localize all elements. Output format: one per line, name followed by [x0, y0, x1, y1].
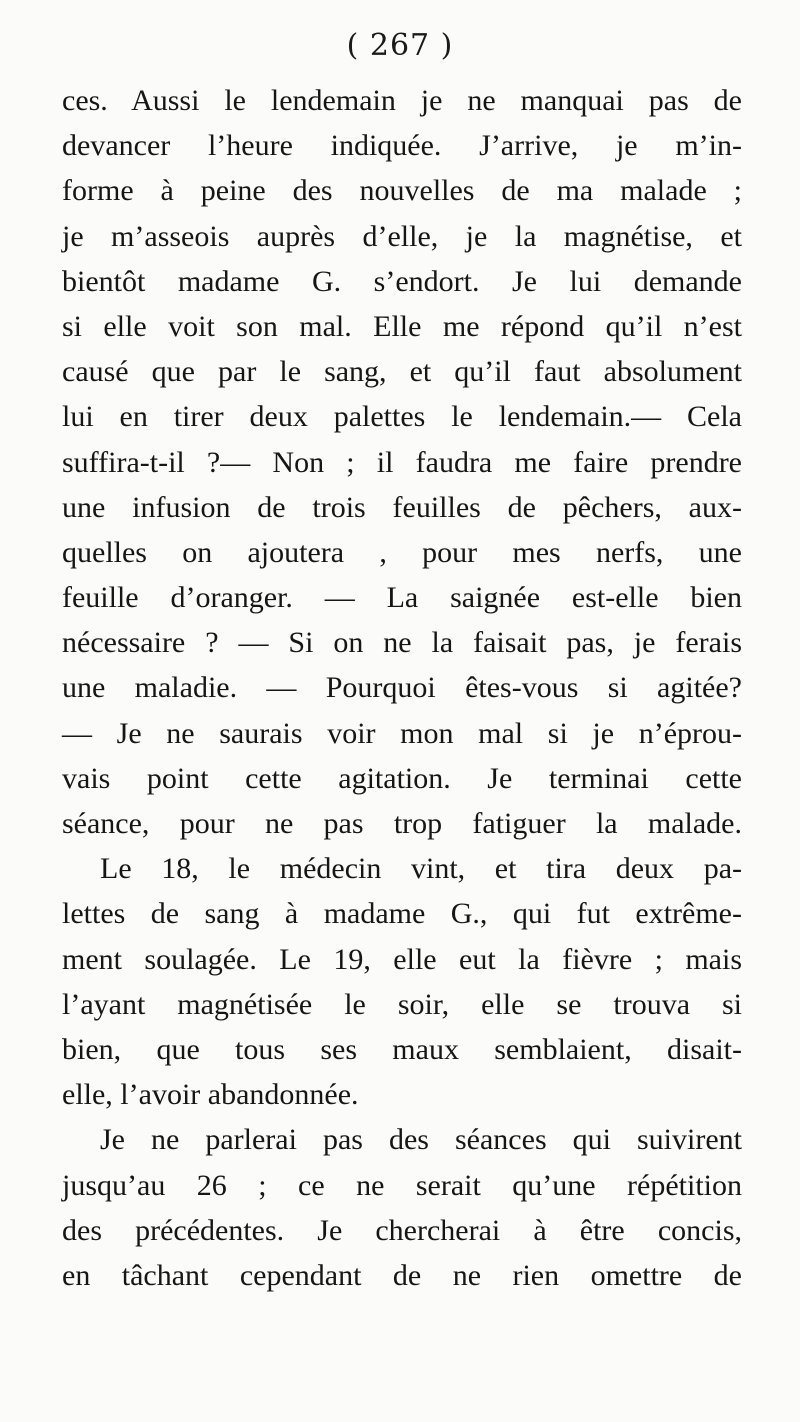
text-line: si elle voit son mal. Elle me répond qu’il n’est	[62, 309, 742, 343]
text-line: en tâchant cependant de ne rien omettre de	[62, 1258, 742, 1292]
text-line: des précédentes. Je chercherai à être concis,	[62, 1213, 742, 1247]
paragraph-start-line: Le 18, le médecin vint, et tira deux pa-	[100, 852, 742, 886]
text-line: lettes de sang à madame G., qui fut extrême-	[62, 897, 742, 931]
text-line: jusqu’au 26 ; ce ne serait qu’une répétition	[62, 1168, 742, 1202]
text-line: nécessaire ? — Si on ne la faisait pas, je ferais	[62, 626, 742, 660]
text-line: ces. Aussi le lendemain je ne manquai pas de	[62, 84, 742, 117]
text-line: quelles on ajoutera , pour mes nerfs, une	[62, 535, 742, 569]
text-line: ment soulagée. Le 19, elle eut la fièvre ; mais	[62, 942, 742, 976]
text-line: suffira-t-il ?— Non ; il faudra me faire prendre	[62, 445, 742, 479]
page-number: ( 267 )	[346, 28, 454, 63]
text-line: une infusion de trois feuilles de pêchers, aux-	[62, 490, 742, 524]
text-line: lui en tirer deux palettes le lendemain.— Cela	[62, 400, 742, 434]
body-text	[62, 78, 742, 1298]
text-line: séance, pour ne pas trop fatiguer la malade.	[62, 807, 742, 840]
text-line: forme à peine des nouvelles de ma malade ;	[62, 174, 742, 208]
text-line: je m’asseois auprès d’elle, je la magnétise, et	[62, 219, 742, 253]
text-line: causé que par le sang, et qu’il faut absolument	[62, 355, 742, 389]
text-line: l’ayant magnétisée le soir, elle se trouva si	[62, 987, 742, 1021]
text-line: une maladie. — Pourquoi êtes-vous si agitée?	[62, 671, 742, 705]
text-line: — Je ne saurais voir mon mal si je n’éprou-	[62, 716, 742, 750]
text-line: bien, que tous ses maux semblaient, disait-	[62, 1032, 742, 1066]
paragraph-end-line: elle, l’avoir abandonnée.	[62, 1078, 359, 1112]
text-line: bientôt madame G. s’endort. Je lui demande	[62, 264, 742, 298]
text-line: vais point cette agitation. Je terminai cette	[62, 761, 742, 795]
paragraph-start-line: Je ne parlerai pas des séances qui suivirent	[100, 1123, 742, 1157]
text-line: devancer l’heure indiquée. J’arrive, je m’in-	[62, 129, 742, 163]
text-line: feuille d’oranger. — La saignée est-elle bien	[62, 581, 742, 615]
